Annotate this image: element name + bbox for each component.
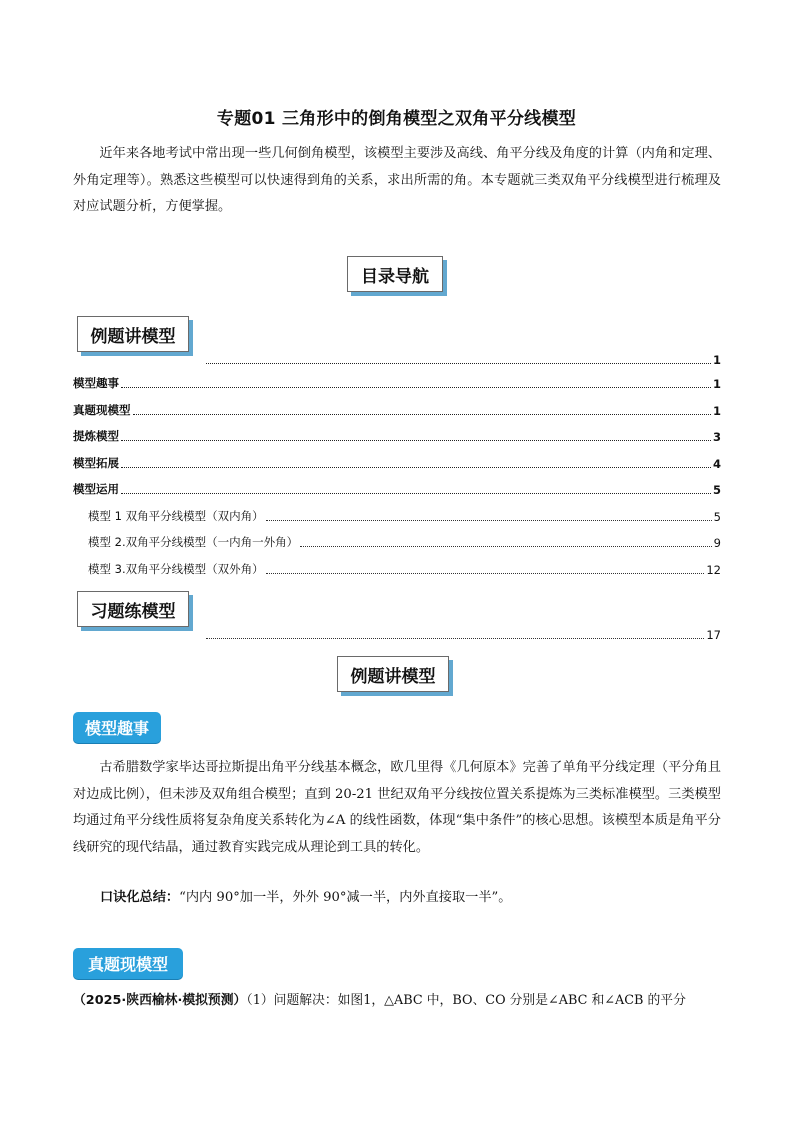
pill-real-exam: [73, 948, 183, 979]
toc-section-example-label: 例题讲模型: [90, 326, 176, 347]
toc-page-number: 1: [712, 353, 721, 367]
toc-page-number: 17: [706, 628, 721, 642]
toc-label: 模型趣事: [73, 376, 119, 390]
toc-page-number: 9: [713, 536, 721, 550]
toc-label: 模型运用: [73, 482, 119, 496]
slogan-line: [100, 886, 512, 905]
toc-heading-box: [347, 256, 443, 292]
leader-dots: [266, 573, 705, 574]
story-paragraph: 古希腊数学家毕达哥拉斯提出角平分线基本概念，欧几里得《几何原本》完善了单角平分线定理（平分角且对边成比例），但未涉及双角组合模型；直到 20-21 世纪双角平分线按位置关系提炼为三类标准模型。三类模型均通过角平分线性质将复杂角度关系转化为∠A 的线性函数，体现“集中条件”的核心思想。该模型本质是角平分线研究的现代结晶，通过教育实践完成从理论到工具的转化。: [73, 760, 721, 855]
toc-row-real-exam[interactable]: [73, 402, 721, 418]
toc-page-number: 3: [712, 430, 721, 444]
leader-dots: [121, 387, 711, 388]
slogan-text: “内内 90°加一半，外外 90°减一半，内外直接取一半”。: [179, 890, 512, 905]
toc-section-exercise-label: 习题练模型: [90, 601, 176, 622]
leader-dots: [206, 638, 704, 639]
toc-page-number: 12: [706, 563, 721, 577]
toc-label: 模型 2.双角平分线模型（一内角一外角）: [88, 535, 299, 549]
leader-dots: [121, 440, 711, 441]
intro-paragraph: 近年来各地考试中常出现一些几何倒角模型，该模型主要涉及高线、角平分线及角度的计算（内角和定理、外角定理等）。熟悉这些模型可以快速得到角的关系，求出所需的角。本专题就三类双角平分线模型进行梳理及对应试题分析，方便掌握。: [73, 146, 721, 214]
pill-fun-story: [73, 712, 161, 743]
toc-page-number: 5: [712, 483, 721, 497]
leader-dots: [121, 493, 711, 494]
toc-page-number: 1: [712, 377, 721, 391]
toc-section-example-box[interactable]: [77, 316, 189, 352]
problem-text: （1）问题解决：如图1，△ABC 中，BO、CO 分别是∠ABC 和∠ACB 的平分: [246, 993, 686, 1008]
toc-row-model-2[interactable]: [88, 534, 721, 550]
toc-page-number: 1: [712, 404, 721, 418]
toc-label: 真题现模型: [73, 403, 131, 417]
toc-section-exercise-box[interactable]: [77, 591, 189, 627]
leader-dots: [266, 520, 712, 521]
toc-label: 提炼模型: [73, 429, 119, 443]
leader-dots: [300, 546, 712, 547]
toc-page-number: 5: [713, 510, 721, 524]
toc-row-example[interactable]: [204, 351, 721, 367]
leader-dots: [133, 414, 711, 415]
pill-label: 模型趣事: [84, 719, 149, 738]
toc-heading: 目录导航: [361, 266, 429, 287]
slogan-label: 口诀化总结：: [100, 890, 180, 905]
toc-row-model-1[interactable]: [88, 508, 721, 524]
problem-source: （2025·陕西榆林·模拟预测）: [73, 993, 247, 1008]
toc-row-model-application[interactable]: [73, 481, 721, 497]
section-heading: 例题讲模型: [350, 666, 436, 687]
toc-row-fun-story[interactable]: [73, 375, 721, 391]
toc-label: 模型拓展: [73, 456, 119, 470]
toc-row-exercise[interactable]: [204, 626, 721, 642]
leader-dots: [206, 363, 711, 364]
pill-label: 真题现模型: [87, 955, 168, 974]
toc-row-model-3[interactable]: [88, 561, 721, 577]
toc-row-refine-model[interactable]: [73, 428, 721, 444]
toc-label: 模型 1 双角平分线模型（双内角）: [88, 509, 264, 523]
toc-page-number: 4: [712, 457, 721, 471]
section-heading-box: [337, 656, 449, 692]
leader-dots: [121, 467, 711, 468]
problem-line: [73, 989, 733, 1008]
toc-label: 模型 3.双角平分线模型（双外角）: [88, 562, 264, 576]
page-title: 专题01 三角形中的倒角模型之双角平分线模型: [216, 109, 577, 129]
toc-row-model-extension[interactable]: [73, 455, 721, 471]
